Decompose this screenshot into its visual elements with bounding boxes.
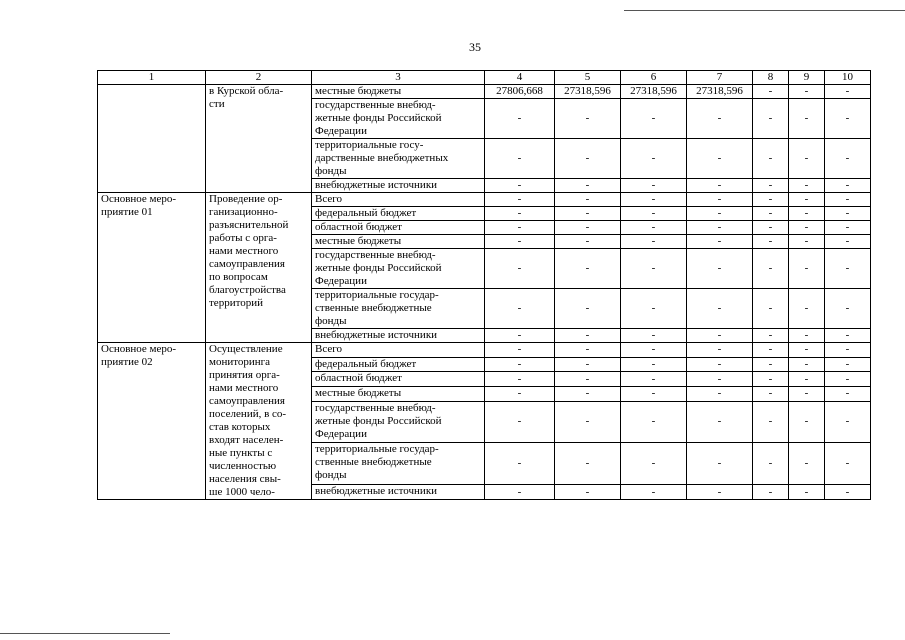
- funding-source-cell: местные бюджеты: [312, 386, 485, 401]
- value-cell: -: [555, 221, 621, 235]
- event-description-cell: Проведение ор- ганизационно- разъяснительной работы с орга- нами местного самоуправления по вопросам благоустройства территорий: [206, 193, 312, 343]
- value-cell: -: [687, 443, 753, 485]
- value-cell: -: [555, 401, 621, 443]
- value-cell: -: [621, 289, 687, 329]
- value-cell: -: [621, 329, 687, 343]
- value-cell: -: [621, 485, 687, 500]
- value-cell: -: [621, 443, 687, 485]
- bottom-rule: [0, 633, 170, 634]
- value-cell: -: [789, 485, 825, 500]
- event-name-cell: Основное меро- приятие 01: [98, 193, 206, 343]
- funding-source-cell: внебюджетные источники: [312, 485, 485, 500]
- value-cell: -: [687, 343, 753, 358]
- value-cell: -: [485, 207, 555, 221]
- value-cell: -: [825, 139, 871, 179]
- top-rule: [624, 10, 905, 11]
- value-cell: -: [825, 443, 871, 485]
- value-cell: -: [687, 221, 753, 235]
- value-cell: -: [555, 235, 621, 249]
- value-cell: -: [753, 401, 789, 443]
- value-cell: -: [789, 343, 825, 358]
- value-cell: -: [753, 99, 789, 139]
- funding-source-cell: внебюджетные источники: [312, 329, 485, 343]
- value-cell: -: [825, 221, 871, 235]
- value-cell: -: [753, 235, 789, 249]
- column-header-row: [98, 71, 871, 85]
- value-cell: -: [753, 139, 789, 179]
- funding-source-cell: государственные внебюд- жетные фонды Российской Федерации: [312, 401, 485, 443]
- value-cell: -: [825, 386, 871, 401]
- value-cell: -: [621, 193, 687, 207]
- value-cell: -: [555, 443, 621, 485]
- funding-source-cell: государственные внебюд- жетные фонды Российской Федерации: [312, 99, 485, 139]
- column-header: 6: [621, 71, 687, 85]
- value-cell: -: [825, 179, 871, 193]
- value-cell: -: [621, 386, 687, 401]
- value-cell: -: [621, 401, 687, 443]
- value-cell: -: [555, 139, 621, 179]
- value-cell: -: [825, 357, 871, 372]
- value-cell: -: [789, 235, 825, 249]
- value-cell: -: [753, 386, 789, 401]
- value-cell: -: [687, 139, 753, 179]
- value-cell: -: [621, 357, 687, 372]
- value-cell: -: [789, 85, 825, 99]
- column-header: 2: [206, 71, 312, 85]
- page-number: 35: [469, 40, 481, 54]
- value-cell: -: [825, 329, 871, 343]
- funding-source-cell: Всего: [312, 343, 485, 358]
- table-row: [98, 193, 871, 207]
- value-cell: -: [621, 372, 687, 387]
- funding-source-cell: территориальные государ- ственные внебюджетные фонды: [312, 289, 485, 329]
- value-cell: -: [753, 249, 789, 289]
- column-header: 7: [687, 71, 753, 85]
- value-cell: -: [789, 401, 825, 443]
- value-cell: -: [485, 401, 555, 443]
- value-cell: -: [485, 443, 555, 485]
- value-cell: -: [485, 221, 555, 235]
- value-cell: -: [485, 485, 555, 500]
- value-cell: -: [485, 99, 555, 139]
- value-cell: -: [825, 289, 871, 329]
- value-cell: -: [485, 372, 555, 387]
- value-cell: -: [687, 235, 753, 249]
- event-name-cell: Основное меро- приятие 02: [98, 343, 206, 500]
- value-cell: -: [753, 372, 789, 387]
- column-header: 8: [753, 71, 789, 85]
- value-cell: -: [621, 139, 687, 179]
- value-cell: -: [485, 179, 555, 193]
- value-cell: -: [789, 179, 825, 193]
- value-cell: -: [687, 179, 753, 193]
- value-cell: -: [621, 179, 687, 193]
- value-cell: -: [555, 99, 621, 139]
- value-cell: -: [789, 386, 825, 401]
- value-cell: -: [621, 343, 687, 358]
- value-cell: -: [687, 329, 753, 343]
- funding-source-cell: внебюджетные источники: [312, 179, 485, 193]
- value-cell: -: [825, 401, 871, 443]
- value-cell: -: [753, 357, 789, 372]
- value-cell: -: [687, 193, 753, 207]
- value-cell: -: [753, 329, 789, 343]
- value-cell: -: [687, 357, 753, 372]
- value-cell: -: [789, 249, 825, 289]
- column-header: 3: [312, 71, 485, 85]
- value-cell: -: [789, 372, 825, 387]
- value-cell: -: [789, 99, 825, 139]
- value-cell: -: [753, 289, 789, 329]
- value-cell: -: [789, 329, 825, 343]
- funding-source-cell: местные бюджеты: [312, 85, 485, 99]
- value-cell: -: [555, 343, 621, 358]
- value-cell: 27318,596: [687, 85, 753, 99]
- value-cell: 27318,596: [621, 85, 687, 99]
- value-cell: -: [485, 249, 555, 289]
- funding-source-cell: федеральный бюджет: [312, 207, 485, 221]
- value-cell: -: [687, 485, 753, 500]
- value-cell: -: [753, 179, 789, 193]
- value-cell: -: [789, 193, 825, 207]
- value-cell: -: [753, 207, 789, 221]
- funding-source-cell: государственные внебюд- жетные фонды Российской Федерации: [312, 249, 485, 289]
- funding-source-cell: областной бюджет: [312, 221, 485, 235]
- funding-source-cell: местные бюджеты: [312, 235, 485, 249]
- value-cell: -: [621, 207, 687, 221]
- value-cell: -: [485, 235, 555, 249]
- funding-source-cell: территориальные государ- ственные внебюджетные фонды: [312, 443, 485, 485]
- value-cell: -: [621, 99, 687, 139]
- value-cell: -: [753, 343, 789, 358]
- funding-source-cell: Всего: [312, 193, 485, 207]
- value-cell: -: [789, 221, 825, 235]
- value-cell: -: [825, 207, 871, 221]
- value-cell: -: [789, 207, 825, 221]
- value-cell: 27806,668: [485, 85, 555, 99]
- column-header: 9: [789, 71, 825, 85]
- column-header: 1: [98, 71, 206, 85]
- value-cell: -: [753, 85, 789, 99]
- value-cell: -: [555, 357, 621, 372]
- value-cell: -: [555, 289, 621, 329]
- value-cell: -: [789, 139, 825, 179]
- value-cell: -: [687, 99, 753, 139]
- value-cell: -: [555, 179, 621, 193]
- budget-table: [97, 70, 871, 500]
- value-cell: -: [687, 289, 753, 329]
- value-cell: -: [687, 386, 753, 401]
- value-cell: -: [789, 443, 825, 485]
- value-cell: -: [825, 193, 871, 207]
- value-cell: -: [687, 207, 753, 221]
- column-header: 4: [485, 71, 555, 85]
- value-cell: -: [825, 85, 871, 99]
- funding-source-cell: областной бюджет: [312, 372, 485, 387]
- value-cell: -: [485, 289, 555, 329]
- value-cell: -: [789, 289, 825, 329]
- value-cell: -: [555, 386, 621, 401]
- value-cell: -: [555, 485, 621, 500]
- table-row: [98, 85, 871, 99]
- value-cell: -: [621, 221, 687, 235]
- event-description-cell: в Курской обла- сти: [206, 85, 312, 193]
- value-cell: -: [621, 249, 687, 289]
- value-cell: -: [753, 443, 789, 485]
- value-cell: -: [687, 401, 753, 443]
- value-cell: -: [555, 207, 621, 221]
- value-cell: -: [485, 329, 555, 343]
- funding-source-cell: территориальные госу- дарственные внебюджетных фонды: [312, 139, 485, 179]
- value-cell: -: [825, 235, 871, 249]
- value-cell: -: [555, 372, 621, 387]
- funding-source-cell: федеральный бюджет: [312, 357, 485, 372]
- table-row: [98, 343, 871, 358]
- value-cell: -: [687, 249, 753, 289]
- column-header: 10: [825, 71, 871, 85]
- value-cell: -: [825, 485, 871, 500]
- value-cell: -: [555, 193, 621, 207]
- value-cell: 27318,596: [555, 85, 621, 99]
- value-cell: -: [825, 249, 871, 289]
- value-cell: -: [825, 343, 871, 358]
- event-name-cell: [98, 85, 206, 193]
- value-cell: -: [555, 329, 621, 343]
- value-cell: -: [825, 99, 871, 139]
- value-cell: -: [753, 221, 789, 235]
- value-cell: -: [621, 235, 687, 249]
- value-cell: -: [485, 139, 555, 179]
- event-description-cell: Осуществление мониторинга принятия орга- нами местного самоуправления поселений, в со- став которых входят населен- ные пункты с численностью населения свы- ше 1000 чело-: [206, 343, 312, 500]
- value-cell: -: [753, 193, 789, 207]
- column-header: 5: [555, 71, 621, 85]
- value-cell: -: [555, 249, 621, 289]
- value-cell: -: [825, 372, 871, 387]
- value-cell: -: [485, 357, 555, 372]
- value-cell: -: [789, 357, 825, 372]
- value-cell: -: [485, 386, 555, 401]
- value-cell: -: [687, 372, 753, 387]
- value-cell: -: [485, 343, 555, 358]
- value-cell: -: [753, 485, 789, 500]
- value-cell: -: [485, 193, 555, 207]
